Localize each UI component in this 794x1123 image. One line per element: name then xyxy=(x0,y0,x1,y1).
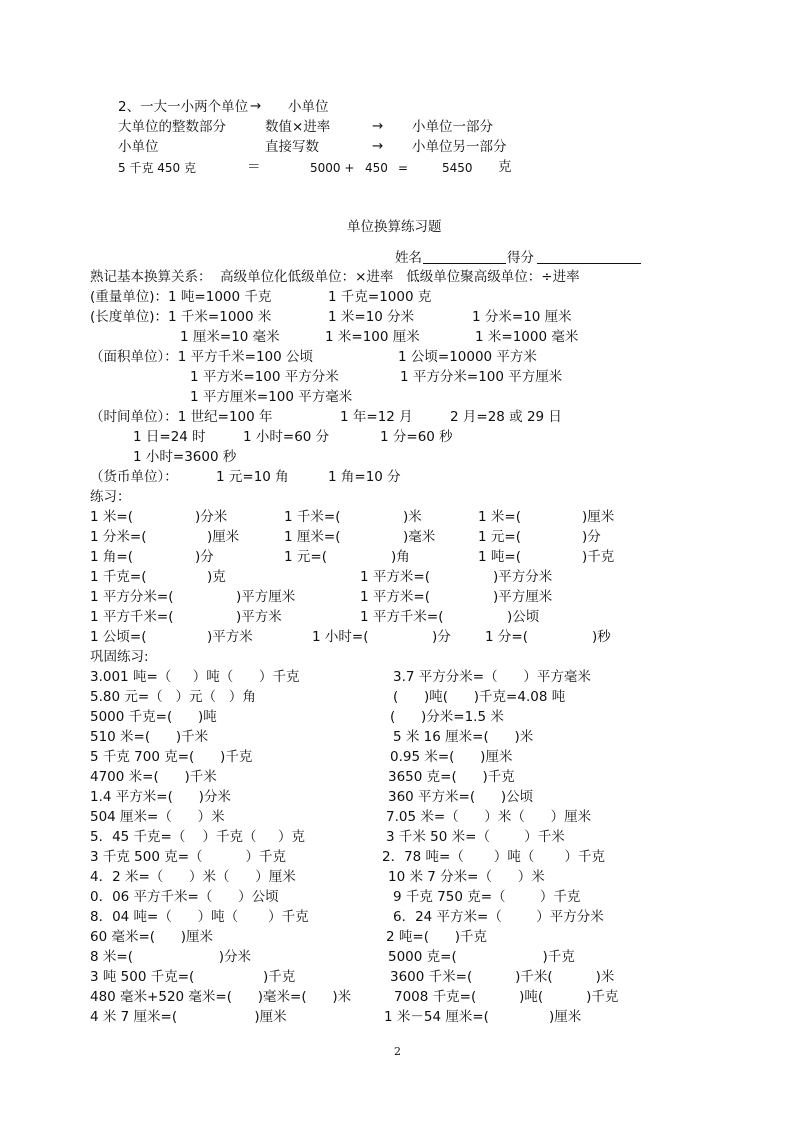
rule-text: 1 小时=3600 秒 xyxy=(133,449,237,465)
intro-line-2-a: 大单位的整数部分 xyxy=(118,119,226,135)
worksheet-title: 单位换算练习题 xyxy=(347,219,442,235)
name-label: 姓名 xyxy=(395,250,422,266)
practice-item: 1 千克=( xyxy=(90,569,147,585)
rule-text: （时间单位）：1 世纪=100 年 xyxy=(90,409,273,425)
practice-item-unit: )厘米 xyxy=(207,529,240,545)
exercise-item: 5．45 千克=（ ）千克（ ）克 xyxy=(90,829,305,845)
exercise-item: 3650 克=( )千克 xyxy=(388,769,515,785)
intro-line-3-c: 小单位另一部分 xyxy=(412,139,507,155)
intro-line-4-b: ＝ xyxy=(247,159,261,175)
rule-text: 1 分=60 秒 xyxy=(380,429,453,445)
rule-text: 1 平方分米=100 平方厘米 xyxy=(400,369,563,385)
exercise-item: 5 米 16 厘米=( )米 xyxy=(393,729,534,745)
practice-item: 1 平方米=( xyxy=(360,589,430,605)
name-blank[interactable] xyxy=(423,249,506,269)
practice-item-unit: )平方分米 xyxy=(493,569,553,585)
practice-item-unit: )平方米 xyxy=(207,629,253,645)
exercise-item: 6．24 平方米=（ ）平方分米 xyxy=(393,909,604,925)
practice-item-unit: )分 xyxy=(195,549,214,565)
practice-item: 1 公顷=( xyxy=(90,629,147,645)
exercise-item: 3 千克 500 克=（ ）千克 xyxy=(90,849,286,865)
rule-text: 1 元=10 角 xyxy=(216,469,289,485)
rule-text: （面积单位）：1 平方千米=100 公顷 xyxy=(90,349,314,365)
exercise-item: 2 吨=( )千克 xyxy=(386,929,487,945)
intro-line-4-g: 克 xyxy=(498,159,512,175)
rule-text: 1 米=1000 毫米 xyxy=(475,329,579,345)
arrow-icon: → xyxy=(250,98,262,114)
exercise-item: 5 千克 700 克=( )千克 xyxy=(90,749,253,765)
exercise-item: 3.7 平方分米=（ ）平方毫米 xyxy=(393,669,591,685)
practice-item-unit: )克 xyxy=(207,569,226,585)
practice-item: 1 米=( xyxy=(478,509,521,525)
exercise-item: 510 米=( )千米 xyxy=(90,729,209,745)
exercise-item: 5000 克=( )千克 xyxy=(388,949,575,965)
exercise-item: ( )分米=1.5 米 xyxy=(390,709,504,725)
intro-line-1-b: 小单位 xyxy=(288,99,329,115)
practice-item-unit: )平方厘米 xyxy=(493,589,553,605)
page-number: 2 xyxy=(394,1045,401,1058)
arrow-icon: → xyxy=(372,118,384,134)
exercise-item: 4 米 7 厘米=( )厘米 xyxy=(90,1009,287,1025)
exercise-item: 5000 千克=( )吨 xyxy=(90,709,217,725)
rule-text: 1 米=10 分米 xyxy=(328,309,415,325)
practice-item-unit: )分 xyxy=(582,529,601,545)
practice-item: 1 平方分米=( xyxy=(90,589,174,605)
practice-item-unit: )分 xyxy=(432,629,451,645)
practice-item-unit: )厘米 xyxy=(582,509,615,525)
arrow-icon: → xyxy=(372,138,384,154)
practice-item-unit: )千克 xyxy=(582,549,615,565)
practice-item: 1 元=( xyxy=(284,549,327,565)
exercise-item: 60 毫米=( )厘米 xyxy=(90,929,214,945)
intro-line-4-a: 5 千克 450 克 xyxy=(118,161,196,175)
exercise-item: 480 毫米+520 毫米=( )毫米=( )米 xyxy=(90,989,352,1005)
practice-item-unit: )角 xyxy=(391,549,410,565)
rule-text: 1 平方米=100 平方分米 xyxy=(190,369,339,385)
rule-text: 1 小时=60 分 xyxy=(243,429,330,445)
intro-line-4-d: 450 xyxy=(365,161,388,175)
exercise-item: 8．04 吨=（ ）吨（ ）千克 xyxy=(90,909,309,925)
rule-text: 1 米=100 厘米 xyxy=(325,329,420,345)
rule-text: (重量单位)：1 吨=1000 千克 xyxy=(90,289,272,305)
practice-item-unit: )公顷 xyxy=(507,609,540,625)
practice-item: 1 吨=( xyxy=(478,549,521,565)
rule-text: 1 角=10 分 xyxy=(328,469,401,485)
score-blank[interactable] xyxy=(537,249,641,269)
exercise-item: 0.95 米=( )厘米 xyxy=(390,749,513,765)
exercise-item: 0．06 平方千米=（ ）公顷 xyxy=(90,889,279,905)
rule-text: 1 公顷=10000 平方米 xyxy=(398,349,537,365)
exercise-item: 8 米=( )分米 xyxy=(90,949,252,965)
rule-text: 1 日=24 时 xyxy=(133,429,206,445)
consolidation-heading: 巩固练习: xyxy=(90,649,149,665)
practice-item: 1 厘米=( xyxy=(284,529,341,545)
exercise-item: 1.4 平方米=( )分米 xyxy=(90,789,231,805)
exercise-item: 504 厘米=（ ）米 xyxy=(90,809,225,825)
practice-item-unit: )毫米 xyxy=(403,529,436,545)
intro-line-4-c: 5000 + xyxy=(310,161,355,175)
intro-line-1-a: 2、一大一小两个单位 xyxy=(118,99,249,115)
practice-item: 1 角=( xyxy=(90,549,133,565)
practice-item: 1 米=( xyxy=(90,509,133,525)
score-label: 得分 xyxy=(507,250,534,266)
intro-line-2-c: 小单位一部分 xyxy=(412,119,493,135)
practice-item: 1 平方米=( xyxy=(360,569,430,585)
exercise-item: 4．2 米=（ ）米（ ）厘米 xyxy=(90,869,296,885)
practice-item-unit: )平方厘米 xyxy=(236,589,296,605)
practice-item: 1 小时=( xyxy=(312,629,369,645)
practice-heading: 练习： xyxy=(90,489,131,505)
exercise-item: 9 千克 750 克=（ ）千克 xyxy=(393,889,581,905)
practice-item: 1 平方千米=( xyxy=(90,609,174,625)
exercise-item: 3 吨 500 千克=( )千克 xyxy=(90,969,296,985)
intro-line-4-e: = xyxy=(398,161,409,175)
rule-text: 1 厘米=10 毫米 xyxy=(180,329,280,345)
practice-item: 1 元=( xyxy=(478,529,521,545)
rule-text: 1 千克=1000 克 xyxy=(328,289,432,305)
practice-item: 1 平方千米=( xyxy=(360,609,444,625)
intro-line-4-f: 5450 xyxy=(442,161,473,175)
exercise-item: 5.80 元=（ ）元（ ）角 xyxy=(90,689,256,705)
practice-item-unit: )米 xyxy=(403,509,422,525)
exercise-item: 10 米 7 分米=（ ）米 xyxy=(388,869,545,885)
practice-item-unit: )分米 xyxy=(195,509,228,525)
exercise-item: 1 米－54 厘米=( )厘米 xyxy=(384,1009,582,1025)
rule-text: 1 分米=10 厘米 xyxy=(472,309,572,325)
practice-item: 1 千米=( xyxy=(284,509,341,525)
rules-heading: 熟记基本换算关系： 高级单位化低级单位：×进率 低级单位聚高级单位：÷进率 xyxy=(90,269,580,285)
practice-item-unit: )平方米 xyxy=(236,609,282,625)
practice-item-unit: )秒 xyxy=(592,629,611,645)
exercise-item: 2．78 吨=（ ）吨（ ）千克 xyxy=(382,849,605,865)
intro-line-2-b: 数值×进率 xyxy=(265,119,331,135)
rule-text: (长度单位)：1 千米=1000 米 xyxy=(90,309,272,325)
rule-text: （货币单位）： xyxy=(90,469,178,485)
exercise-item: 3.001 吨=（ ）吨（ ）千克 xyxy=(90,669,300,685)
practice-item: 1 分米=( xyxy=(90,529,147,545)
rule-text: 1 平方厘米=100 平方毫米 xyxy=(190,389,353,405)
exercise-item: 360 平方米=( )公顷 xyxy=(388,789,534,805)
rule-text: 2 月=28 或 29 日 xyxy=(450,409,562,425)
exercise-item: 4700 米=( )千米 xyxy=(90,769,217,785)
exercise-item: 7.05 米=（ ）米（ ）厘米 xyxy=(386,809,592,825)
intro-line-3-b: 直接写数 xyxy=(265,139,319,155)
exercise-item: 7008 千克=( )吨( )千克 xyxy=(394,989,619,1005)
exercise-item: ( )吨( )千克=4.08 吨 xyxy=(393,689,566,705)
rule-text: 1 年=12 月 xyxy=(340,409,413,425)
exercise-item: 3 千米 50 米=（ ）千米 xyxy=(386,829,565,845)
practice-item: 1 分=( xyxy=(485,629,528,645)
exercise-item: 3600 千米=( )千米( )米 xyxy=(390,969,615,985)
intro-line-3-a: 小单位 xyxy=(118,139,159,155)
